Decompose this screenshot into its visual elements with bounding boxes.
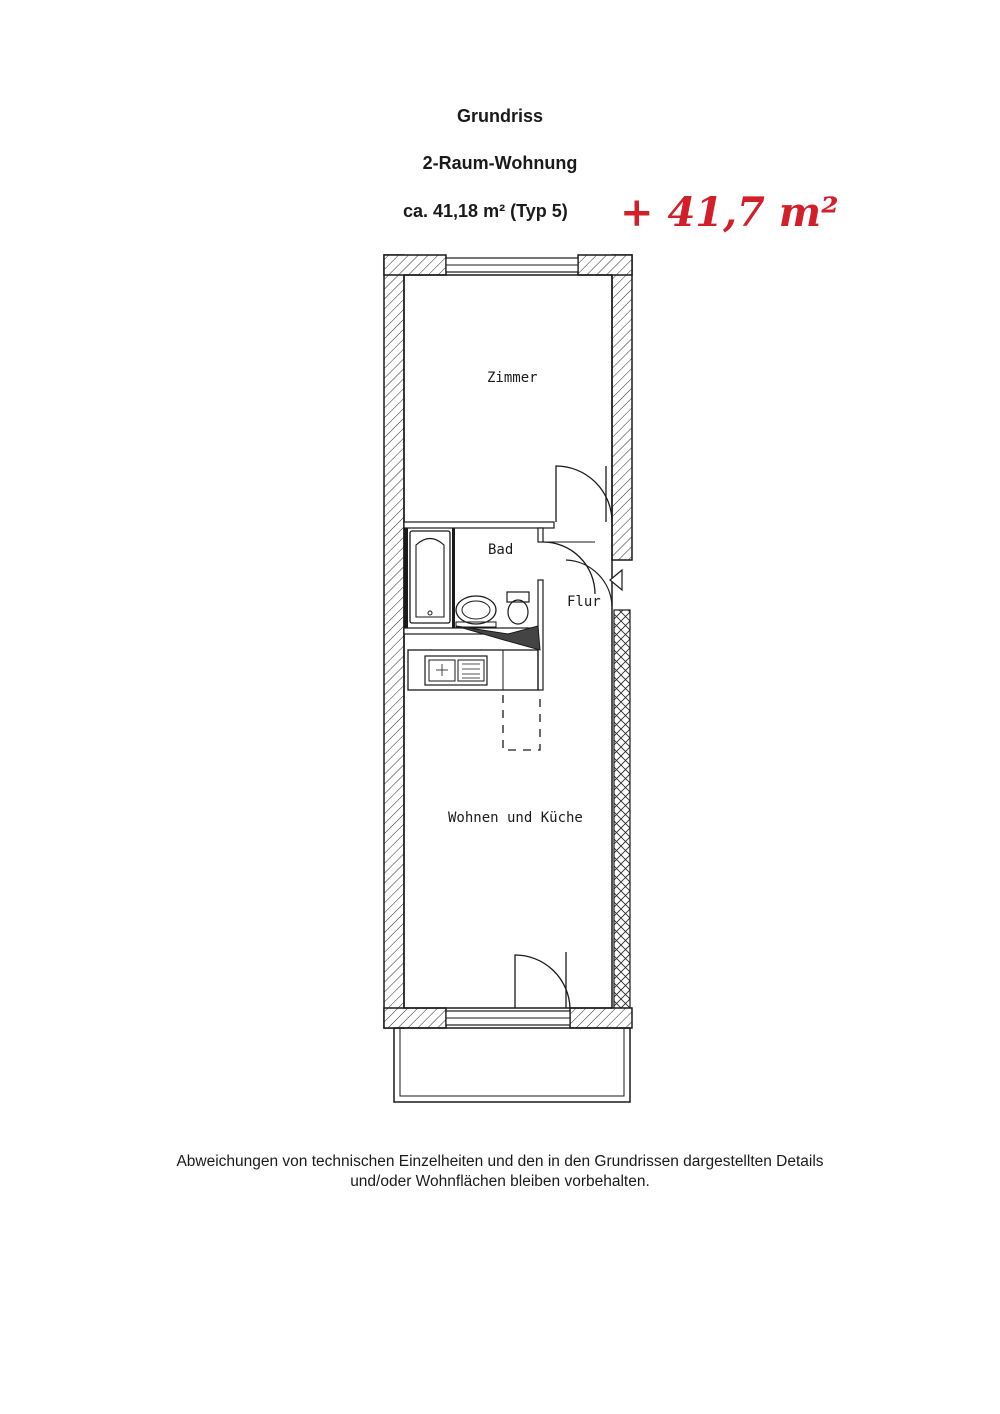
interior-walls xyxy=(404,522,554,690)
balcony xyxy=(394,1028,630,1102)
doors xyxy=(515,466,622,1008)
disclaimer-line-1: Abweichungen von technischen Einzelheiten und den in den Grundrissen dargestellten Details xyxy=(176,1153,824,1170)
balcony-rail xyxy=(400,1028,624,1096)
door-balcony xyxy=(515,955,570,1008)
room-label-flur: Flur xyxy=(567,594,601,610)
dining-area-outline xyxy=(503,695,540,750)
plan-subtitle: 2-Raum-Wohnung xyxy=(422,153,578,173)
handwritten-area-note xyxy=(620,189,839,236)
handwritten-note-text: + 41,7 m² xyxy=(620,189,839,236)
disclaimer-line-2: und/oder Wohnflächen bleiben vorbehalten. xyxy=(350,1173,650,1190)
room-label-zimmer: Zimmer xyxy=(487,370,538,386)
room-label-bad: Bad xyxy=(488,542,514,558)
plan-title: Grundriss xyxy=(456,106,544,126)
room-label-wohnen: Wohnen und Küche xyxy=(448,810,583,826)
area-label: ca. 41,18 m² (Typ 5) xyxy=(403,201,568,221)
kitchen-counter xyxy=(408,650,540,750)
door-bad xyxy=(543,542,595,594)
door-zimmer xyxy=(556,466,612,522)
